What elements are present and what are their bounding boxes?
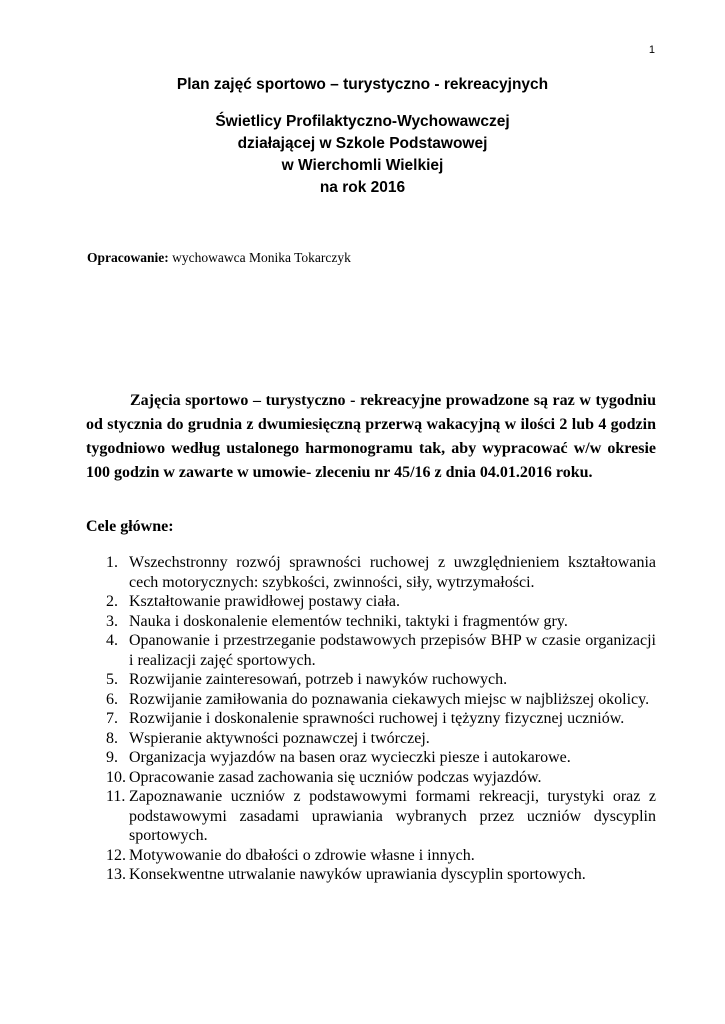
subtitle-line: w Wierchomli Wielkiej: [281, 157, 444, 174]
list-item-text: Wszechstronny rozwój sprawności ruchowej z uwzględnieniem kształtowania cech motorycznych: szybkości, zwinności, siły, wytrzymałości.: [129, 554, 656, 591]
author-value: wychowawca Monika Tokarczyk: [172, 250, 351, 265]
list-item-number: 7.: [106, 710, 118, 727]
list-item: [106, 612, 656, 632]
list-item: [106, 690, 656, 710]
list-item-number: 5.: [106, 671, 118, 688]
list-item: [106, 768, 656, 788]
list-item-number: 2.: [106, 593, 118, 610]
list-item: [106, 729, 656, 749]
goals-list: [106, 553, 656, 885]
list-item-text: Rozwijanie zamiłowania do poznawania ciekawych miejsc w najbliższej okolicy.: [129, 690, 650, 708]
list-item-number: 1.: [106, 554, 118, 571]
page-number: 1: [648, 44, 655, 56]
list-item: [106, 748, 656, 768]
list-item-text: Rozwijanie i doskonalenie sprawności ruchowej i tężyzny fizycznej uczniów.: [129, 710, 625, 727]
list-item-text: Opanowanie i przestrzeganie podstawowych przepisów BHP w czasie organizacji i realizacji zajęć sportowych.: [129, 632, 656, 669]
list-item-number: 3.: [106, 612, 118, 630]
list-item-number: 12.: [106, 846, 126, 864]
list-item-text: Opracowanie zasad zachowania się uczniów podczas wyjazdów.: [129, 768, 542, 786]
author-label: Opracowanie:: [87, 250, 169, 265]
list-item: [106, 670, 656, 690]
list-item-number: 4.: [106, 632, 118, 649]
list-item: [106, 787, 656, 846]
list-item: [106, 865, 656, 885]
document-subtitle: [0, 111, 725, 199]
list-item-text: Rozwijanie zainteresowań, potrzeb i nawyków ruchowych.: [129, 671, 508, 688]
subtitle-line: działającej w Szkole Podstawowej: [237, 135, 488, 152]
list-item-number: 8.: [106, 729, 118, 747]
author-line: [87, 250, 351, 266]
list-item-text: Wspieranie aktywności poznawczej i twórczej.: [129, 729, 430, 747]
list-item-number: 10.: [106, 768, 126, 786]
list-item-number: 13.: [106, 866, 126, 883]
list-item-text: Nauka i doskonalenie elementów techniki, taktyki i fragmentów gry.: [129, 612, 568, 630]
list-item: [106, 846, 656, 866]
list-item-text: Konsekwentne utrwalanie nawyków uprawiania dyscyplin sportowych.: [129, 866, 586, 883]
list-item: [106, 631, 656, 670]
subtitle-line: Świetlicy Profilaktyczno-Wychowawczej: [215, 113, 510, 130]
list-item-text: Motywowanie do dbałości o zdrowie własne i innych.: [129, 846, 475, 864]
list-item: [106, 592, 656, 612]
list-item-number: 9.: [106, 749, 118, 766]
list-item: [106, 709, 656, 729]
document-title: Plan zajęć sportowo – turystyczno - rekreacyjnych: [176, 76, 549, 93]
list-item-number: 6.: [106, 690, 118, 708]
subtitle-line: na rok 2016: [319, 179, 406, 196]
list-item-text: Organizacja wyjazdów na basen oraz wycieczki piesze i autokarowe.: [129, 749, 571, 766]
intro-paragraph: Zajęcia sportowo – turystyczno - rekreacyjne prowadzone są raz w tygodniu od stycznia do grudnia z dwumiesięczną przerwą wakacyjną w ilości 2 lub 4 godzin tygodniowo według ustalonego harmonogramu tak, aby wypracować w/w okresie 100 godzin w zawarte w umowie- zleceniu nr 45/16 z dnia 04.01.2016 roku.: [86, 392, 656, 481]
list-item: [106, 553, 656, 592]
list-item-text: Zapoznawanie uczniów z podstawowymi formami rekreacji, turystyki oraz z podstawowymi zasadami uprawiania wybranych przez uczniów dyscyplin sportowych.: [129, 788, 656, 844]
list-item-text: Kształtowanie prawidłowej postawy ciała.: [129, 593, 401, 610]
list-item-number: 11.: [106, 788, 126, 805]
goals-heading: Cele główne:: [86, 518, 174, 535]
